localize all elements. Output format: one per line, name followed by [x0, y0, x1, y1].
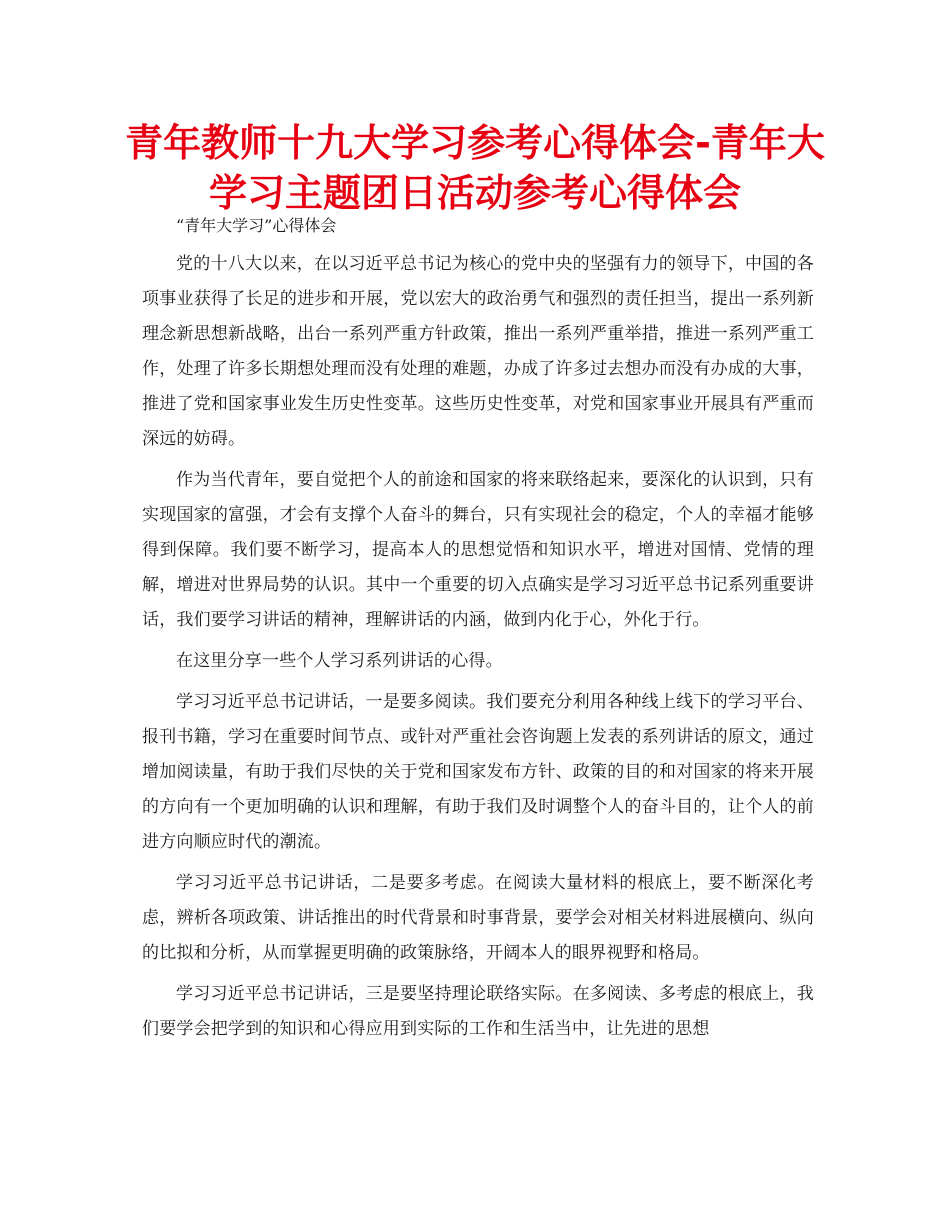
- paragraph-6: 学习习近平总书记讲话，三是要坚持理论联络实际。在多阅读、多考虑的根底上，我们要学会把学到的知识和心得应用到实际的工作和生活当中，让先进的思想: [142, 984, 814, 1039]
- document-subtitle: “青年大学习”心得体会: [176, 216, 337, 235]
- paragraph-5: 学习习近平总书记讲话，二是要多考虑。在阅读大量材料的根底上，要不断深化考虑，辨析各项政策、讲话推出的时代背景和时事背景，要学会对相关材料进展横向、纵向的比拟和分析，从而掌握更明确的政策脉络，开阔本人的眼界视野和格局。: [142, 873, 814, 963]
- document-body: [142, 247, 814, 1053]
- paragraph-4: 学习习近平总书记讲话，一是要多阅读。我们要充分利用各种线上线下的学习平台、报刊书籍，学习在重要时间节点、或针对严重社会咨询题上发表的系列讲话的原文，通过增加阅读量，有助于我们尽快的关于党和国家发布方针、政策的目的和对国家的将来开展的方向有一个更加明确的认识和理解，有助于我们及时调整个人的奋斗目的，让个人的前进方向顺应时代的潮流。: [142, 692, 814, 852]
- document-title: 青年教师十九大学习参考心得体会-青年大学习主题团日活动参考心得体会: [125, 121, 825, 215]
- paragraph-1: 党的十八大以来，在以习近平总书记为核心的党中央的坚强有力的领导下，中国的各项事业获得了长足的进步和开展，党以宏大的政治勇气和强烈的责任担当，提出一系列新理念新思想新战略，出台一系列严重方针政策，推出一系列严重举措，推进一系列严重工作，处理了许多长期想处理而没有处理的难题，办成了许多过去想办而没有办成的大事，推进了党和国家事业发生历史性变革。这些历史性变革，对党和国家事业开展具有严重而深远的妨碍。: [142, 254, 814, 449]
- paragraph-2: 作为当代青年，要自觉把个人的前途和国家的将来联络起来，要深化的认识到，只有实现国家的富强，才会有支撑个人奋斗的舞台，只有实现社会的稳定，个人的幸福才能够得到保障。我们要不断学习，提高本人的思想觉悟和知识水平，增进对国情、党情的理解，增进对世界局势的认识。其中一个重要的切入点确实是学习习近平总书记系列重要讲话，我们要学习讲话的精神，理解讲话的内涵，做到内化于心，外化于行。: [142, 470, 814, 630]
- paragraph-3: 在这里分享一些个人学习系列讲话的心得。: [176, 651, 503, 671]
